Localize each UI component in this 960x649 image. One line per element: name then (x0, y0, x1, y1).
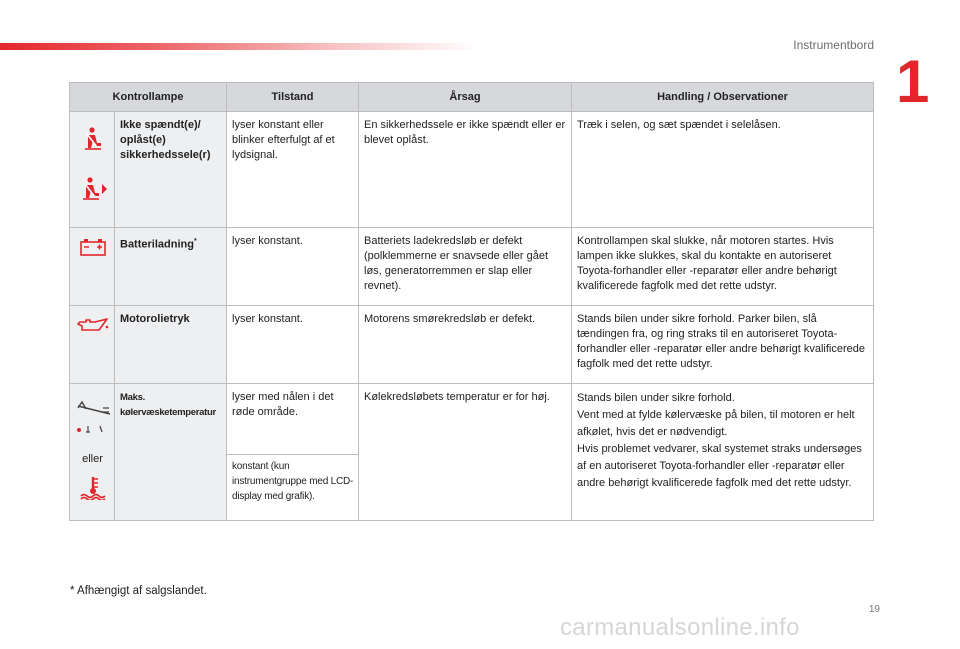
page-number: 19 (868, 604, 880, 615)
temperature-gauge-icon (74, 396, 112, 436)
lamp-name: Motorolietryk (115, 306, 227, 383)
icon-cell (70, 306, 115, 383)
lamp-name: Ikke spændt(e)/ oplåst(e) sikkerhedssele(r) (115, 112, 227, 227)
watermark: carmanualsonline.info (560, 614, 800, 641)
warning-lights-table (69, 82, 874, 521)
table-row-oil-pressure (70, 306, 873, 384)
column-header-arsag: Årsag (359, 83, 572, 112)
separator-text: eller (82, 453, 103, 465)
lamp-action: Træk i selen, og sæt spændet i selelåsen. (577, 119, 781, 131)
accent-bar (0, 43, 480, 50)
lamp-action (572, 384, 873, 520)
state-divider (227, 454, 359, 455)
seatbelt-icon (82, 126, 104, 152)
lamp-state: lyser konstant eller blinker efterfulgt af et lydsignal. (227, 112, 359, 227)
lamp-name (115, 228, 227, 305)
lamp-state (227, 384, 359, 520)
lamp-name (115, 384, 227, 520)
chapter-number: 1 (896, 48, 930, 115)
lamp-action: Stands bilen under sikre forhold. Parker bilen, slå tændingen fra, og ring straks til en autoriseret Toyota-forhandler eller -reparatør eller andre behørigt kvalificerede fagfolk med det rette udstyr. (577, 313, 865, 370)
lamp-name-text: Maks. kølervæsketemperatur (120, 392, 216, 418)
icon-cell (70, 112, 115, 227)
lamp-state: lyser konstant. (227, 228, 359, 305)
coolant-temperature-icon (80, 476, 106, 500)
column-header-tilstand: Tilstand (227, 83, 359, 112)
column-header-handling: Handling / Observationer (657, 91, 788, 103)
battery-icon (80, 238, 106, 256)
lamp-cause: Motorens smørekredsløb er defekt. (359, 306, 572, 383)
table-row-seatbelt (70, 112, 873, 228)
icon-cell (70, 228, 115, 305)
lamp-name-text: Batteriladning (120, 238, 194, 251)
footnote: * Afhængigt af salgslandet. (70, 585, 207, 597)
lamp-cause: Kølekredsløbets temperatur er for høj. (359, 384, 572, 520)
table-row-battery (70, 228, 873, 306)
lamp-cause: En sikkerhedssele er ikke spændt eller er blevet oplåst. (359, 112, 572, 227)
footnote-marker: * (193, 238, 197, 245)
section-title: Instrumentbord (793, 38, 874, 52)
action-line: Stands bilen under sikre forhold. (577, 392, 735, 404)
action-line: Hvis problemet vedvarer, skal systemet straks undersøges af en autoriseret Toyota-forhandler eller -reparatør eller andre behørigt kvalificerede fagfolk med det rette udstyr. (577, 443, 862, 489)
icon-cell (70, 384, 115, 520)
lamp-cause: Batteriets ladekredsløb er defekt (polklemmerne er snavsede eller gået løs, generatorremmen er slap eller revnet). (359, 228, 572, 305)
oil-can-icon (77, 316, 109, 334)
lamp-state-primary: lyser med nålen i det røde område. (232, 391, 334, 418)
lamp-action: Kontrollampen skal slukke, når motoren startes. Hvis lampen ikke slukkes, skal du kontakte en autoriseret Toyota-forhandler eller -reparatør eller andre behørigt kvalificerede fagfolk med det rette udstyr. (577, 235, 837, 292)
table-row-coolant-temperature (70, 384, 873, 520)
column-header-kontrollampe: Kontrollampe (70, 83, 227, 112)
table-header (70, 83, 873, 112)
action-line: Vent med at fylde kølervæske på bilen, til motoren er helt afkølet, hvis det er nødvendigt. (577, 409, 855, 438)
seatbelt-side-icon (80, 176, 108, 202)
lamp-state: lyser konstant. (227, 306, 359, 383)
lamp-state-alternate: konstant (kun instrumentgruppe med LCD-display med grafik). (232, 461, 354, 502)
